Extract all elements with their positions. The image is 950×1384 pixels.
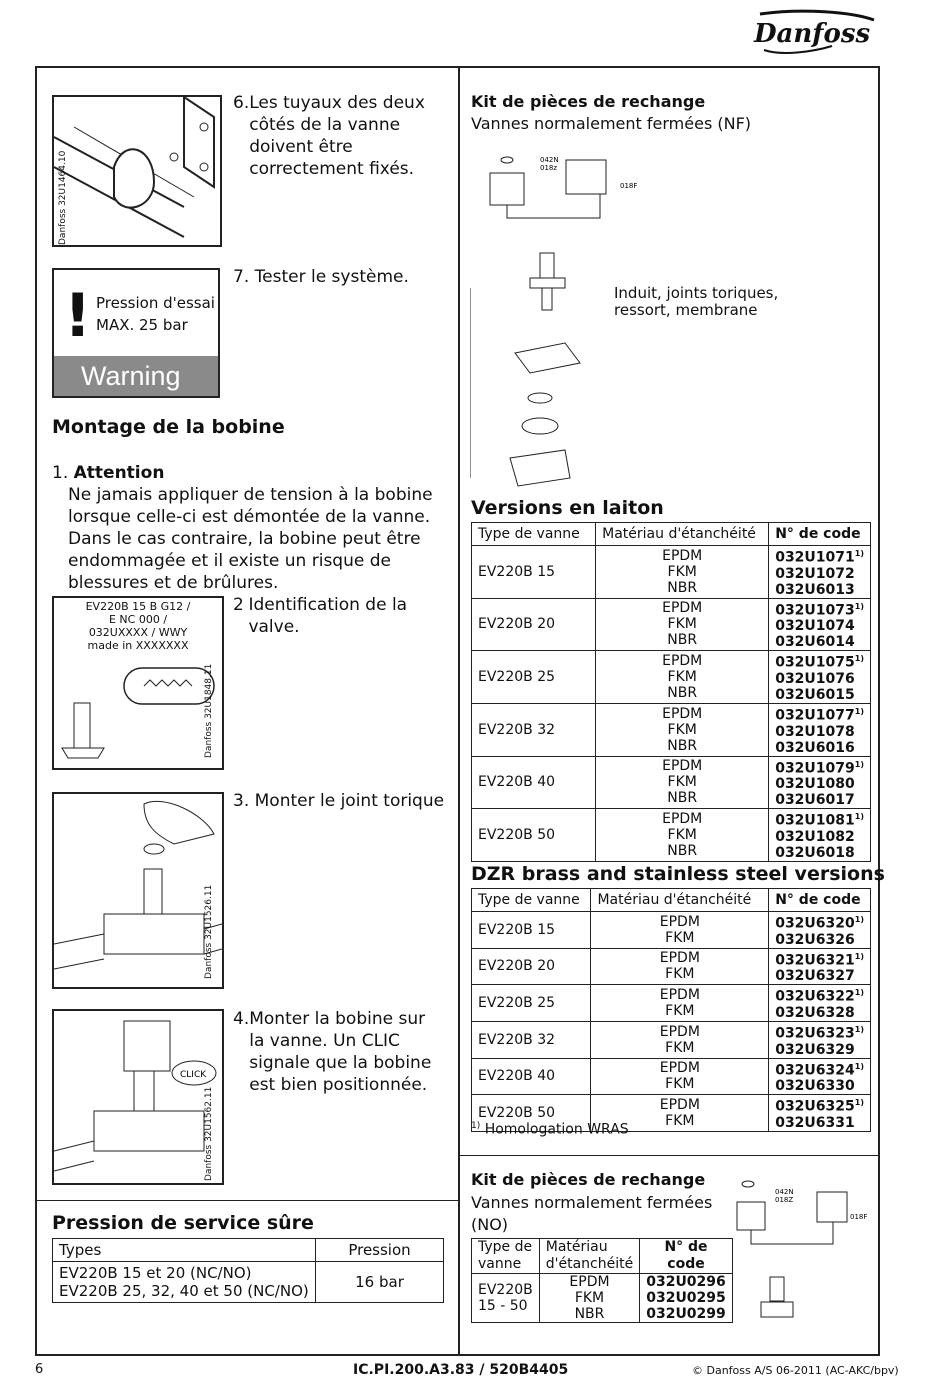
code: 032U1078: [775, 723, 855, 740]
part-label: 018z: [540, 164, 558, 172]
warning-box: [52, 268, 220, 398]
table-row: [472, 703, 871, 756]
code: 032U6013: [775, 581, 855, 598]
footnote-mark: 1): [854, 812, 864, 822]
material: NBR: [574, 1306, 605, 1322]
valve-type: EV220B 50: [472, 1095, 591, 1132]
code: 032U1076: [775, 670, 855, 687]
coil-mount-figure: [52, 1009, 224, 1185]
type-line: EV220B: [478, 1282, 533, 1298]
footnote-mark: 1): [854, 951, 864, 961]
figure-id: Danfoss 32U1526.11: [204, 884, 214, 979]
code: 032U6321: [775, 952, 855, 969]
material: EPDM: [662, 600, 703, 617]
code: 032U6015: [775, 686, 855, 703]
step-text: Les tuyaux des deux côtés de la vanne doivent être correctement fixés.: [249, 93, 425, 179]
code: 032U1082: [775, 828, 855, 845]
coil-illustration: [54, 658, 222, 768]
code: 032U1075: [775, 654, 855, 671]
valve-type: EV220B 20: [472, 598, 596, 651]
section-divider-right: [458, 1155, 880, 1156]
step-number: 1.: [52, 463, 69, 483]
o-ring-figure: [52, 792, 224, 989]
table-row: [472, 1058, 871, 1095]
brass-title: Versions en laiton: [471, 497, 664, 519]
footnote-mark: 1): [854, 915, 864, 924]
valve-type: EV220B 32: [472, 1021, 591, 1058]
table-row: [472, 651, 871, 704]
table-row: [472, 809, 871, 862]
code: 032U6329: [775, 1041, 855, 1058]
dzr-table: [471, 888, 871, 1132]
figure-id: Danfoss 32U1562.11: [204, 1086, 214, 1181]
material: FKM: [667, 669, 697, 686]
material: EPDM: [659, 1060, 700, 1077]
code: 032U6014: [775, 634, 855, 651]
col-header: N° de code: [640, 1239, 733, 1274]
code: 032U6320: [775, 915, 855, 932]
material: FKM: [665, 966, 695, 983]
material: FKM: [665, 929, 695, 946]
valve-type: EV220B 25: [472, 651, 596, 704]
col-header: Pression: [316, 1239, 444, 1262]
valve-type: EV220B 25: [472, 985, 591, 1022]
material: FKM: [667, 616, 697, 633]
material: FKM: [665, 1039, 695, 1056]
kit-no-subtitle: Vannes normalement fermées (NO): [471, 1193, 713, 1234]
code: 032U6324: [775, 1062, 855, 1079]
footnote-mark: 1): [854, 1061, 864, 1071]
step-number: 3.: [233, 791, 250, 811]
label-line: E NC 000 /: [108, 613, 168, 626]
code: 032U1074: [775, 618, 855, 635]
code: 032U1081: [775, 812, 855, 829]
danfoss-logo: [742, 6, 882, 58]
material: FKM: [667, 721, 697, 738]
valve-type: EV220B 32: [472, 703, 596, 756]
table-row: [472, 912, 871, 949]
part-label: 018F: [620, 182, 638, 190]
col-header: Type de vanne: [472, 523, 596, 546]
type-line: EV220B 15 et 20 (NC/NO): [59, 1264, 252, 1282]
code: 032U6323: [775, 1025, 855, 1042]
label-line: 032UXXXX / WWY: [88, 626, 188, 639]
col-header: Types: [53, 1239, 316, 1262]
step-number: 7.: [233, 267, 250, 287]
material: EPDM: [662, 705, 703, 722]
step-text: Monter le joint torique: [254, 791, 445, 811]
step-6: [233, 92, 443, 180]
material: FKM: [574, 1290, 605, 1306]
kit-nf-subtitle: Vannes normalement fermées (NF): [471, 114, 752, 133]
material: EPDM: [662, 758, 703, 775]
coil-title: Montage de la bobine: [52, 416, 285, 438]
type-line: 15 - 50: [478, 1298, 528, 1314]
code: 032U1071: [775, 549, 855, 566]
material: FKM: [665, 1076, 695, 1093]
footnote-mark: 1): [854, 654, 864, 664]
material: FKM: [667, 563, 697, 580]
step-1: [52, 462, 442, 594]
material: NBR: [667, 737, 698, 754]
step-4: [233, 1008, 443, 1096]
table-row: [472, 985, 871, 1022]
material: FKM: [667, 774, 697, 791]
valve-type: EV220B 40: [472, 756, 596, 809]
kit-no-illustration: [725, 1172, 870, 1332]
label-line: made in XXXXXXX: [87, 639, 189, 652]
part-label: 042N: [540, 156, 559, 164]
part-label: 018F: [850, 1213, 868, 1221]
part-label: 018Z: [775, 1196, 794, 1204]
page-number: 6: [35, 1362, 44, 1377]
part-label: 042N: [775, 1188, 794, 1196]
copyright: © Danfoss A/S 06-2011 (AC-AKC/bpv): [692, 1364, 899, 1377]
material: FKM: [667, 827, 697, 844]
material: EPDM: [662, 653, 703, 670]
coil-mount-illustration: [54, 1011, 222, 1183]
valve-type: EV220B 50: [472, 809, 596, 862]
material: EPDM: [662, 547, 703, 564]
pipe-bracket-figure: [52, 95, 222, 247]
material: FKM: [665, 1113, 695, 1130]
col-header: Matériau d'étanchéité: [591, 889, 769, 912]
valve-type: EV220B 15: [472, 546, 596, 599]
material: EPDM: [659, 1023, 700, 1040]
table-row: [472, 756, 871, 809]
click-label: CLICK: [180, 1070, 207, 1080]
footnote-mark: 1): [471, 1121, 481, 1131]
parts-description: Induit, joints toriques, ressort, membrane: [614, 284, 779, 319]
footnote-mark: 1): [854, 988, 864, 998]
material: EPDM: [659, 913, 700, 930]
col-header: Matériau d'étanchéité: [539, 1239, 639, 1274]
col-header: Matériau d'étanchéité: [596, 523, 769, 546]
kit-nf-title: Kit de pièces de rechange: [471, 92, 706, 111]
code: 032U1079: [775, 760, 855, 777]
exclamation-icon: !: [64, 281, 92, 351]
code: 032U0296: [646, 1274, 726, 1290]
pressure-value: 16 bar: [316, 1262, 444, 1303]
label-line: EV220B 15 B G12 /: [85, 600, 191, 613]
footnote-text: Homologation WRAS: [484, 1121, 629, 1138]
pressure-title: Pression de service sûre: [52, 1212, 314, 1234]
step-3: [233, 790, 444, 812]
col-header: N° de code: [769, 889, 871, 912]
step-number: 2: [233, 595, 244, 615]
step-title: Attention: [73, 463, 165, 483]
table-row: [472, 546, 871, 599]
pipe-bracket-illustration: [54, 97, 220, 245]
figure-id: Danfoss 32U1464.10: [58, 150, 68, 245]
code: 032U6017: [775, 792, 855, 809]
footnote: [471, 1121, 629, 1138]
code: 032U6322: [775, 988, 855, 1005]
material: FKM: [665, 1003, 695, 1020]
dzr-title: DZR brass and stainless steel versions: [471, 863, 885, 885]
section-divider-left: [35, 1200, 458, 1201]
step-text: Monter la bobine sur la vanne. Un CLIC signale que la bobine est bien positionnée.: [249, 1009, 432, 1095]
kit-no-title: Kit de pièces de rechange: [471, 1170, 706, 1189]
material: NBR: [667, 632, 698, 649]
code: 032U6016: [775, 739, 855, 756]
code: 032U1072: [775, 565, 855, 582]
step-number: 6.: [233, 93, 250, 113]
step-2: [233, 594, 433, 638]
kit-no-table: [471, 1238, 733, 1323]
step-7: [233, 266, 409, 288]
col-header: N° de code: [769, 523, 871, 546]
pressure-table: [52, 1238, 444, 1303]
table-row: [472, 598, 871, 651]
footnote-mark: 1): [854, 706, 864, 716]
step-text: Ne jamais appliquer de tension à la bobine lorsque celle-ci est démontée de la vanne. Dans le cas contraire, la bobine peut être endommagée et il existe un risque de blessures et de brûlures.: [68, 485, 433, 593]
material: NBR: [667, 843, 698, 860]
material: EPDM: [659, 987, 700, 1004]
col-header: Type de vanne: [472, 1239, 540, 1274]
material: NBR: [667, 790, 698, 807]
code: 032U1073: [775, 602, 855, 619]
step-number: 4.: [233, 1009, 250, 1029]
table-row: [472, 1274, 733, 1323]
valve-type: EV220B 20: [472, 948, 591, 985]
table-row: [53, 1262, 444, 1303]
code: 032U6328: [775, 1004, 855, 1021]
step-text: Tester le système.: [254, 267, 409, 287]
warning-line2: MAX. 25 bar: [96, 316, 188, 334]
footnote-mark: 1): [854, 1024, 864, 1034]
footnote-mark: 1): [854, 601, 864, 611]
valve-type: EV220B 40: [472, 1058, 591, 1095]
material: EPDM: [662, 811, 703, 828]
figure-id: Danfoss 32U1848.11: [204, 663, 214, 758]
type-line: EV220B 25, 32, 40 et 50 (NC/NO): [59, 1282, 309, 1300]
material: NBR: [667, 579, 698, 596]
code: 032U0295: [646, 1290, 726, 1306]
material: NBR: [667, 685, 698, 702]
code: 032U1077: [775, 707, 855, 724]
footnote-mark: 1): [854, 1098, 864, 1108]
table-row: [472, 1021, 871, 1058]
code: 032U6326: [775, 931, 855, 948]
warning-label: Warning: [54, 356, 218, 396]
code: 032U6327: [775, 968, 855, 985]
valve-id-figure: [52, 596, 224, 770]
code: 032U1080: [775, 776, 855, 793]
col-header: Type de vanne: [472, 889, 591, 912]
code: 032U0299: [646, 1306, 726, 1322]
valve-type: EV220B 15: [472, 912, 591, 949]
footnote-mark: 1): [854, 759, 864, 769]
o-ring-illustration: [54, 794, 222, 987]
code: 032U6325: [775, 1098, 855, 1115]
step-text: Identification de la valve.: [248, 595, 408, 637]
material: EPDM: [659, 1097, 700, 1114]
code: 032U6331: [775, 1114, 855, 1131]
table-row: [472, 948, 871, 985]
column-divider: [458, 66, 460, 1356]
code: 032U6018: [775, 844, 855, 861]
doc-id: IC.PI.200.A3.83 / 520B4405: [353, 1362, 569, 1378]
material: EPDM: [659, 950, 700, 967]
warning-line1: Pression d'essai: [96, 294, 215, 312]
footnote-mark: 1): [854, 549, 864, 558]
brass-table: [471, 522, 871, 862]
brand-name: Danfoss: [754, 19, 871, 49]
code: 032U6330: [775, 1078, 855, 1095]
material: EPDM: [569, 1274, 610, 1290]
